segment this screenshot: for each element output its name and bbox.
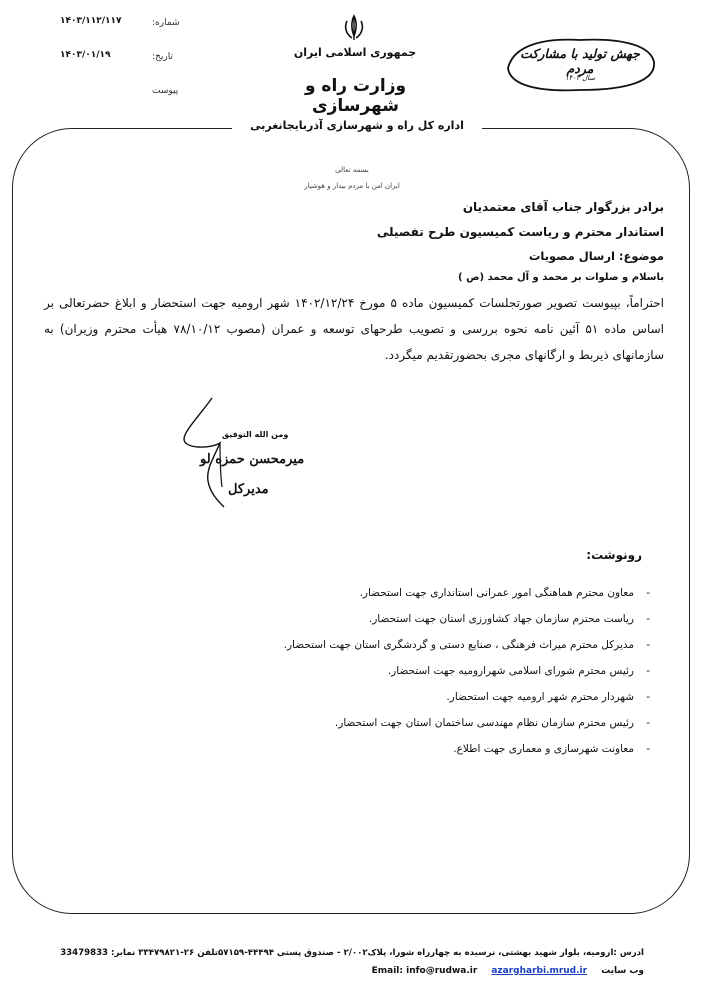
attachment-label: پیوست [152, 86, 179, 96]
iran-emblem-icon [342, 14, 366, 42]
cc-heading: رونوشت: [586, 548, 642, 562]
security-slogan: ایران امن با مردم بیدار و هوشیار [304, 182, 400, 190]
footer-address: آدرس :ارومیه، بلوار شهید بهشتی، نرسیده به چهارراه شورا، پلاک۲/۰۰۲ - صندوق پستی ۴۴۴۹۴-۵۷۱۵۹تلفن ۲۶-۳۳۴۷۹۸۲۱ نمابر: 33479833 [60, 948, 644, 958]
directorate-title: اداره کل راه و شهرسازی آذربایجانغربی [250, 119, 464, 132]
slogan-logo [500, 30, 660, 100]
number-value: ۱۴۰۳/۱۱۲/۱۱۷ [60, 16, 122, 26]
cc-item: - رئیس محترم شورای اسلامی شهرارومیه جهت استحضار. [387, 665, 650, 677]
signer-name: میرمحسن حمزه لو [200, 452, 305, 467]
date-label: تاریخ: [152, 52, 173, 62]
footer-contact [64, 966, 644, 976]
email-text: Email: info@rudwa.ir [371, 966, 478, 976]
recipient-line-2: استاندار محترم و ریاست کمیسیون طرح تفصیلی [376, 225, 664, 239]
ministry-title: وزارت راه و شهرسازی [304, 76, 407, 116]
signer-title: مدیرکل [228, 482, 269, 497]
republic-title: جمهوری اسلامی ایران [293, 46, 417, 59]
slogan-text: جهش تولید با مشارکت مردم [520, 46, 640, 76]
subject-line: موضوع: ارسال مصوبات [528, 249, 664, 263]
cc-list [210, 580, 650, 762]
website-link[interactable]: azargharbi.mrud.ir [491, 966, 588, 976]
salutation: باسلام و صلوات بر محمد و آل محمد (ص ) [458, 272, 664, 283]
cc-item: - رئیس محترم سازمان نظام مهندسی ساختمان استان جهت استحضار. [334, 717, 650, 729]
cc-item: - شهردار محترم شهر ارومیه جهت استحضار. [446, 691, 650, 703]
number-label: شماره: [152, 18, 180, 28]
slogan-year: سال ۱۴۰۳ [564, 74, 596, 82]
cc-item: - ریاست محترم سازمان جهاد کشاورزی استان جهت استحضار. [368, 613, 650, 625]
basmala: بسمه تعالی [335, 166, 369, 174]
letter-frame [12, 128, 690, 914]
recipient-line-1: برادر بزرگوار جناب آقای معتمدیان [462, 200, 664, 214]
date-value: ۱۴۰۳/۰۱/۱۹ [60, 50, 111, 60]
letter-body: احتراماً، بپیوست تصویر صورتجلسات کمیسیون ماده ۵ مورخ ۱۴۰۲/۱۲/۲۴ شهر ارومیه جهت استحضار و ابلاغ حضرتعالی بر اساس ماده ۵۱ آئین نامه نحوه بررسی و تصویب طرحهای توسعه و عمران (مصوب ۷۸/۱۰/۱۲ هیأت محترم وزیران) به سازمانهای ذیربط و ارگانهای مجری بحضورتقدیم میگردد. [44, 296, 665, 362]
closing-phrase: ومن الله التوفیق [222, 430, 289, 439]
website-label: وب سایت [601, 966, 644, 976]
cc-item: - مدیرکل محترم میراث فرهنگی ، صنایع دستی و گردشگری استان جهت استحضار. [283, 639, 650, 651]
cc-item: - معاون محترم هماهنگی امور عمرانی استانداری جهت استحضار. [359, 587, 650, 599]
cc-item: - معاونت شهرسازی و معماری جهت اطلاع. [453, 743, 650, 755]
